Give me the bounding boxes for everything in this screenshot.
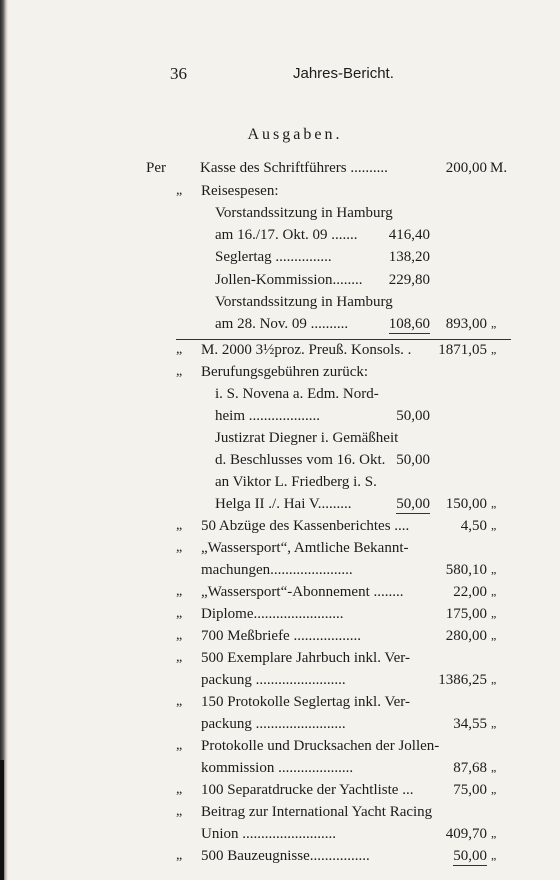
row-text: am 28. Nov. 09 .......... [215,316,349,332]
row-text: Vorstandssitzung in Hamburg [215,294,393,310]
row-text: „Wassersport“, Amtliche Bekannt- [201,540,409,556]
row-text: 150 Protokolle Seglertag inkl. Ver- [201,694,410,710]
ledger-row [0,562,560,582]
ledger-row [0,650,560,670]
ledger-row [0,183,560,203]
ledger-row [0,826,560,846]
row-amount: 409,70 [445,826,487,842]
row-currency: „ [491,628,497,642]
row-amount: 580,10 [445,562,487,578]
row-text: am 16./17. Okt. 09 ....... [215,227,358,243]
ledger-row [0,540,560,560]
row-text: Union ......................... [201,826,336,842]
ledger-row [0,804,560,824]
row-text: Berufungsgebühren zurück: [201,364,369,380]
row-amount: 4,50 [460,518,487,534]
row-amount: 1386,25 [438,672,487,688]
ditto-mark: „ [176,782,183,797]
row-subamount: 50,00 [396,452,430,468]
row-text: Seglertag ............... [215,249,332,265]
row-text: Justizrat Diegner i. Gemäßheit [215,430,399,446]
row-amount: 150,00 [445,496,487,512]
row-text: packung ........................ [201,672,346,688]
row-amount: 75,00 [453,782,487,798]
row-text: 500 Bauzeugnisse................ [201,848,370,864]
ledger-row [0,782,560,802]
row-amount: 50,00 [453,848,487,864]
ditto-mark: „ [176,364,183,379]
row-text: 100 Separatdrucke der Yachtliste ... [201,782,414,798]
row-text: M. 2000 3½proz. Preuß. Konsols. . [201,342,412,358]
per-label: Per [146,160,166,176]
row-amount: 280,00 [445,628,487,644]
ledger-row [0,496,560,516]
ledger-row [0,408,560,428]
row-text: heim ................... [215,408,320,424]
row-amount: 34,55 [453,716,487,732]
row-text: Beitrag zur International Yacht Racing [201,804,433,820]
row-currency: „ [491,826,497,840]
ledger-row [0,342,560,362]
ledger-row [0,694,560,714]
ledger-row [0,518,560,538]
row-currency: „ [491,760,497,774]
page-header [0,64,560,86]
row-amount: 1871,05 [438,342,487,358]
section-title: Ausgaben. [247,126,343,143]
ledger-row [0,760,560,780]
ditto-mark: „ [176,804,183,819]
row-currency: „ [491,496,497,510]
ledger-row [0,294,560,314]
row-text: „Wassersport“-Abonnement ........ [201,584,404,600]
ledger-row [0,386,560,406]
ditto-mark: „ [176,650,183,665]
ledger-row [0,584,560,604]
row-subamount: 108,60 [388,316,430,332]
row-currency: „ [491,518,497,532]
ledger-row [0,272,560,292]
ditto-mark: „ [176,606,183,621]
running-title: Jahres-Bericht. [293,65,394,82]
ditto-mark: „ [176,738,183,753]
row-text: packung ........................ [201,716,346,732]
row-currency: „ [491,782,497,796]
row-currency: „ [491,316,497,330]
row-subamount: 416,40 [388,227,430,243]
ledger-row [0,716,560,736]
ledger-row [0,227,560,247]
ledger-row [0,606,560,626]
row-text: an Viktor L. Friedberg i. S. [215,474,377,490]
ditto-mark: „ [176,584,183,599]
ledger-row [0,738,560,758]
ledger-row [0,848,560,868]
ditto-mark: „ [176,848,183,863]
row-currency: „ [491,562,497,576]
row-amount: 200,00 [445,160,487,176]
row-text: d. Beschlusses vom 16. Okt. [215,452,386,468]
ditto-mark: „ [176,518,183,533]
ledger-row [0,364,560,384]
row-text: Jollen-Kommission........ [215,272,363,288]
row-currency: M. [490,160,508,176]
row-text: Protokolle und Drucksachen der Jollen- [201,738,440,754]
ditto-mark: „ [176,628,183,643]
ledger-row [0,160,560,180]
row-text: machungen...................... [201,562,353,578]
ditto-mark: „ [176,342,183,357]
ledger-row [0,452,560,472]
rule-line [176,339,511,340]
ditto-mark: „ [176,694,183,709]
ledger-row [0,628,560,648]
row-text: Vorstandssitzung in Hamburg [215,205,393,221]
row-amount: 175,00 [445,606,487,622]
ledger-row [0,430,560,450]
ledger-row [0,249,560,269]
row-currency: „ [491,584,497,598]
row-text: Reisespesen: [201,183,279,199]
row-text: kommission .................... [201,760,354,776]
row-text: 700 Meßbriefe .................. [201,628,361,644]
ledger-row [0,205,560,225]
row-amount: 87,68 [453,760,487,776]
row-text: i. S. Novena a. Edm. Nord- [215,386,379,402]
row-text: Kasse des Schriftführers .......... [200,160,388,176]
row-currency: „ [491,606,497,620]
ditto-mark: „ [176,183,183,198]
row-subamount: 50,00 [396,408,430,424]
row-text: 500 Exemplare Jahrbuch inkl. Ver- [201,650,410,666]
row-currency: „ [491,716,497,730]
page-number: 36 [170,64,187,83]
row-currency: „ [491,848,497,862]
ledger-row [0,474,560,494]
row-amount: 893,00 [445,316,487,332]
row-text: 50 Abzüge des Kassenberichtes .... [201,518,410,534]
row-amount: 22,00 [453,584,487,600]
row-subamount: 50,00 [396,496,430,512]
row-text: Helga II ./. Hai V......... [215,496,352,512]
row-text: Diplome........................ [201,606,344,622]
row-currency: „ [491,342,497,356]
row-subamount: 138,20 [388,249,430,265]
row-subamount: 229,80 [388,272,430,288]
ditto-mark: „ [176,540,183,555]
ledger-row [0,672,560,692]
row-currency: „ [491,672,497,686]
ledger-row [0,316,560,336]
